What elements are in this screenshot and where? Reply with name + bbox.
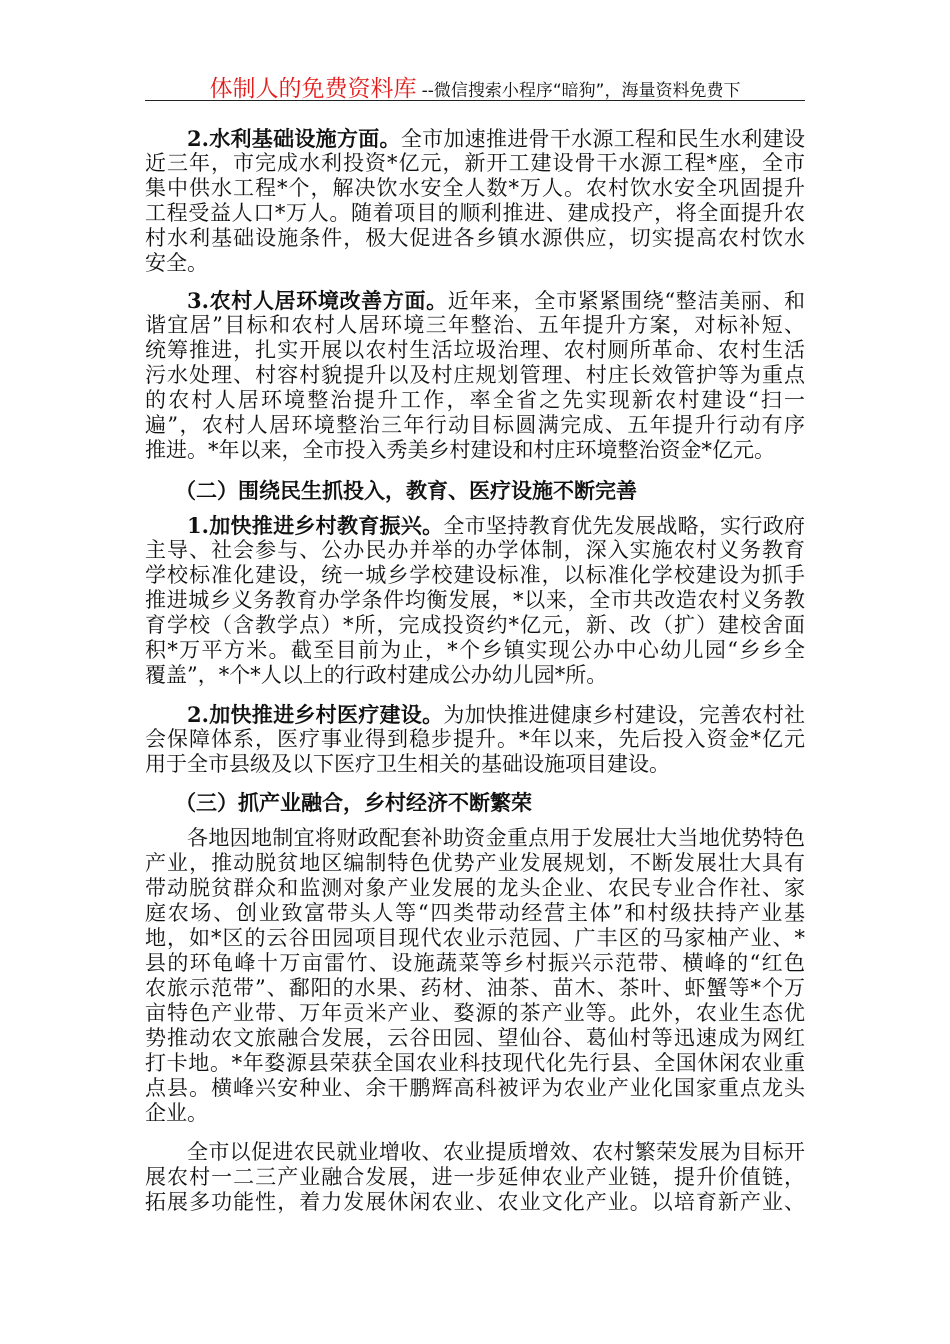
line-text: 地，如*区的云谷田园项目现代农业示范园、广丰区的马家柚产业、* bbox=[145, 926, 805, 950]
line-text: 统筹推进，扎实开展以农村生活垃圾治理、农村厕所革命、农村生活 bbox=[145, 338, 805, 362]
line-text: 产业，推动脱贫地区编制特色优势产业发展规划，不断发展壮大具有 bbox=[145, 851, 805, 875]
header-brand: 体制人的免费资料库 bbox=[209, 76, 417, 102]
paragraph-line bbox=[145, 752, 805, 777]
line-text: 势推动农文旅融合发展，云谷田园、望仙谷、葛仙村等迅速成为网红 bbox=[145, 1026, 805, 1050]
line-text: 展农村一二三产业融合发展，进一步延伸农业产业链，提升价值链， bbox=[145, 1165, 805, 1189]
line-text: 集中供水工程*个，解决饮水安全人数*万人。农村饮水安全巩固提升 bbox=[145, 176, 805, 200]
line-text: 打卡地。*年婺源县荣获全国农业科技现代化先行县、全国休闲农业重 bbox=[145, 1051, 805, 1075]
paragraph-line bbox=[145, 338, 805, 363]
line-text: 全市加速推进骨干水源工程和民生水利建设 bbox=[400, 127, 805, 151]
line-text: 带动脱贫群众和监测对象产业发展的龙头企业、农民专业合作社、家 bbox=[145, 876, 805, 900]
paragraph-line bbox=[145, 901, 805, 926]
header-tagline: --微信搜索小程序“暗狗”，海量资料免费下 bbox=[421, 81, 741, 101]
section-heading bbox=[145, 478, 805, 503]
line-text: 农旅示范带”、鄱阳的水果、药材、油茶、苗木、茶叶、虾蟹等*个万 bbox=[145, 976, 805, 1000]
line-text: 拓展多功能性，着力发展休闲农业、农业文化产业。以培育新产业、 bbox=[145, 1190, 805, 1214]
line-text: 各地因地制宜将财政配套补助资金重点用于发展壮大当地优势特色 bbox=[187, 826, 805, 850]
paragraph-line bbox=[145, 588, 805, 613]
line-text: 村水利基础设施条件，极大促进各乡镇水源供应，切实提高农村饮水 bbox=[145, 226, 805, 250]
line-text: 用于全市县级及以下医疗卫生相关的基础设施项目建设。 bbox=[145, 752, 670, 776]
paragraph-line bbox=[145, 413, 805, 438]
paragraph-line bbox=[145, 1051, 805, 1076]
paragraph-line bbox=[145, 126, 805, 151]
line-text: 点县。横峰兴安种业、余干鹏辉高科被评为农业产业化国家重点龙头 bbox=[145, 1076, 805, 1100]
paragraph-line bbox=[145, 388, 805, 413]
line-text: 育学校（含教学点）*所，完成投资约*亿元，新、改（扩）建校舍面 bbox=[145, 613, 805, 637]
paragraph-line bbox=[145, 1101, 805, 1126]
paragraph-line bbox=[145, 613, 805, 638]
paragraph-line bbox=[145, 288, 805, 313]
line-text: 遍”，农村人居环境整治三年行动目标圆满完成、五年提升行动有序 bbox=[145, 413, 805, 437]
paragraph-line bbox=[145, 663, 805, 688]
paragraph-line bbox=[145, 1076, 805, 1101]
line-text: 会保障体系，医疗事业得到稳步提升。*年以来，先后投入资金*亿元 bbox=[145, 727, 805, 751]
paragraph-line bbox=[145, 876, 805, 901]
paragraph-line bbox=[145, 1001, 805, 1026]
line-text: 推进城乡义务教育办学条件均衡发展，*以来，全市共改造农村义务教 bbox=[145, 588, 805, 612]
paragraph-line bbox=[145, 1026, 805, 1051]
line-text: 全市坚持教育优先发展战略，实行政府 bbox=[443, 514, 806, 538]
line-text: 工程受益人口*万人。随着项目的顺利推进、建成投产，将全面提升农 bbox=[145, 201, 805, 225]
paragraph bbox=[145, 826, 805, 1126]
paragraph-line bbox=[145, 976, 805, 1001]
paragraph-line bbox=[145, 638, 805, 663]
paragraph-line bbox=[145, 313, 805, 338]
paragraph-line bbox=[145, 226, 805, 251]
line-text: 近三年，市完成水利投资*亿元，新开工建设骨干水源工程*座，全市 bbox=[145, 151, 805, 175]
paragraph-lead: 2.水利基础设施方面。 bbox=[187, 126, 401, 151]
paragraph-line bbox=[145, 513, 805, 538]
line-text: 近年来，全市紧紧围绕“整洁美丽、和 bbox=[447, 289, 806, 313]
line-text: 学校标准化建设，统一城乡学校建设标准，以标准化学校建设为抓手 bbox=[145, 563, 805, 587]
paragraph bbox=[145, 513, 805, 688]
paragraph-line bbox=[145, 702, 805, 727]
paragraph-line bbox=[145, 727, 805, 752]
line-text: 安全。 bbox=[145, 251, 208, 275]
paragraph-lead: 3.农村人居环境改善方面。 bbox=[187, 288, 448, 313]
paragraph bbox=[145, 702, 805, 777]
paragraph-line bbox=[145, 438, 805, 463]
line-text: 主导、社会参与、公办民办并举的办学体制，深入实施农村义务教育 bbox=[145, 538, 805, 562]
paragraph-line bbox=[145, 951, 805, 976]
line-text: 的农村人居环境整治提升工作，率全省之先实现新农村建设“扫一 bbox=[145, 388, 805, 412]
paragraph-line bbox=[145, 1165, 805, 1190]
paragraph-line bbox=[145, 363, 805, 388]
section-heading-text: （三）抓产业融合，乡村经济不断繁荣 bbox=[175, 790, 532, 815]
paragraph-line bbox=[145, 826, 805, 851]
section-heading-text: （二）围绕民生抓投入，教育、医疗设施不断完善 bbox=[175, 478, 637, 503]
page-header bbox=[145, 70, 805, 101]
line-text: 庭农场、创业致富带头人等“四类带动经营主体”和村级扶持产业基 bbox=[145, 901, 805, 925]
paragraph bbox=[145, 126, 805, 276]
line-text: 全市以促进农民就业增收、农业提质增效、农村繁荣发展为目标开 bbox=[187, 1140, 805, 1164]
paragraph bbox=[145, 288, 805, 463]
line-text: 为加快推进健康乡村建设，完善农村社 bbox=[443, 703, 806, 727]
paragraph-line bbox=[145, 538, 805, 563]
line-text: 积*万平方米。截至目前为止，*个乡镇实现公办中心幼儿园“乡乡全 bbox=[145, 638, 805, 662]
section-heading bbox=[145, 790, 805, 815]
paragraph-line bbox=[145, 1190, 805, 1215]
paragraph-line bbox=[145, 1140, 805, 1165]
paragraph-lead: 2.加快推进乡村医疗建设。 bbox=[187, 702, 444, 727]
paragraph-line bbox=[145, 201, 805, 226]
paragraph-line bbox=[145, 851, 805, 876]
paragraph bbox=[145, 1140, 805, 1215]
line-text: 亩特色产业带、万年贡米产业、婺源的茶产业等。此外，农业生态优 bbox=[145, 1001, 805, 1025]
line-text: 谐宜居”目标和农村人居环境三年整治、五年提升方案，对标补短、 bbox=[145, 313, 805, 337]
line-text: 污水处理、村容村貌提升以及村庄规划管理、村庄长效管护等为重点 bbox=[145, 363, 805, 387]
line-text: 县的环龟峰十万亩雷竹、设施蔬菜等乡村振兴示范带、横峰的“红色 bbox=[145, 951, 805, 975]
paragraph-line bbox=[145, 563, 805, 588]
paragraph-line bbox=[145, 251, 805, 276]
paragraph-line bbox=[145, 926, 805, 951]
line-text: 企业。 bbox=[145, 1101, 208, 1125]
paragraph-line bbox=[145, 151, 805, 176]
paragraph-lead: 1.加快推进乡村教育振兴。 bbox=[187, 513, 444, 538]
line-text: 覆盖”，*个*人以上的行政村建成公办幼儿园*所。 bbox=[145, 663, 608, 687]
line-text: 推进。*年以来，全市投入秀美乡村建设和村庄环境整治资金*亿元。 bbox=[145, 438, 775, 462]
paragraph-line bbox=[145, 176, 805, 201]
